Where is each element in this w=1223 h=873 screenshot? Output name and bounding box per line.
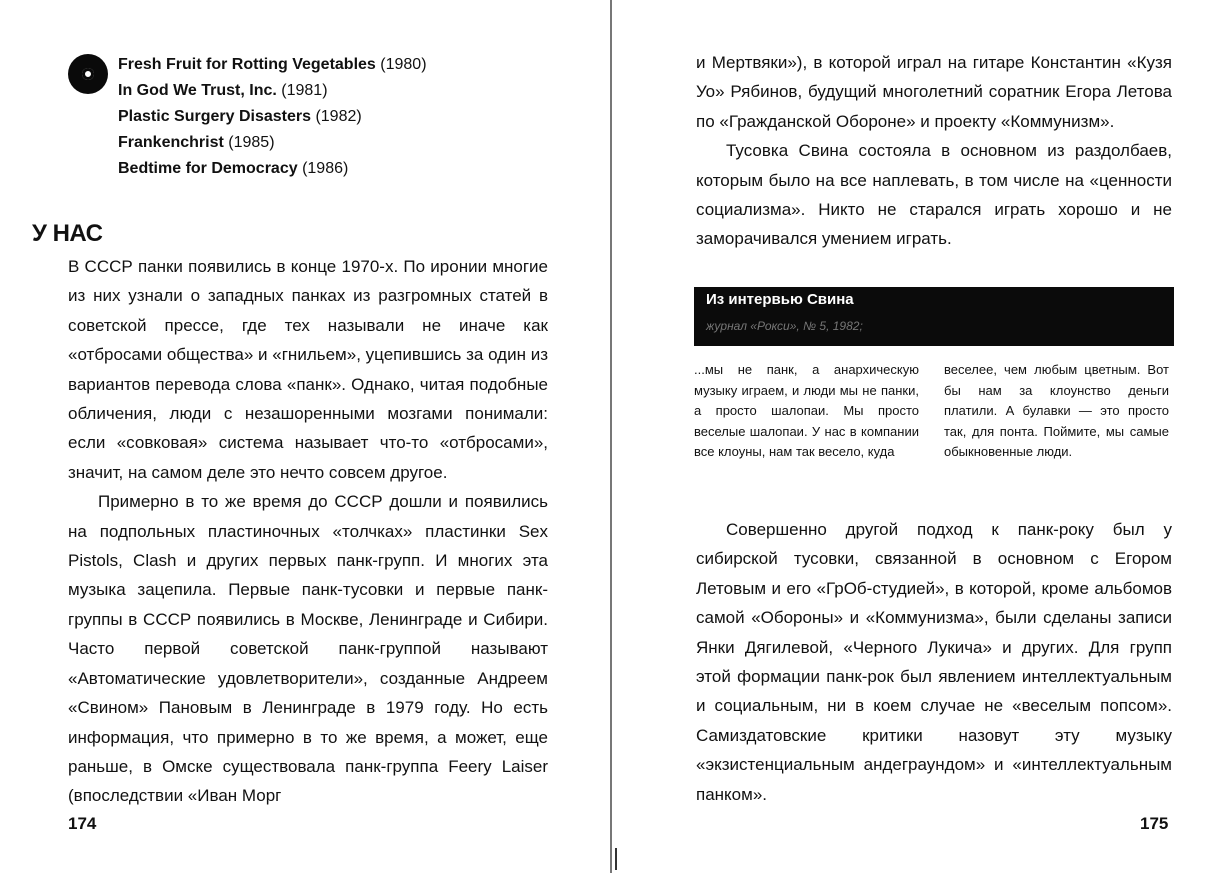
interview-title: Из интервью Свина bbox=[706, 291, 854, 308]
list-item: Fresh Fruit for Rotting Vegetables (1980) bbox=[118, 56, 427, 73]
interview-banner bbox=[694, 287, 1174, 346]
body-text bbox=[68, 252, 548, 811]
interview-quote-left: ...мы не панк, а анархическую музыку играем, и люди мы не панки, а просто шалопаи. Мы просто веселые шалопаи. У нас в компании все клоуны, нам так весело, куда bbox=[694, 362, 919, 459]
section-heading: У НАС bbox=[32, 220, 103, 247]
paragraph: В СССР панки появились в конце 1970-х. По иронии многие из них узнали о западных панках из разгромных статей в советской прессе, где тех называли не иначе как «отбросами общества» и «гнильем», уцепившись за один из вариантов перевода слова «панк». Однако, читая подобные обличения, люди с незашоренными мозгами понимали: если «совковая» система называет что-то «отбросами», значит, на самом деле это нечто совсем другое. bbox=[68, 257, 548, 482]
list-item: In God We Trust, Inc. (1981) bbox=[118, 82, 328, 99]
paragraph: и Мертвяки»), в которой играл на гитаре Константин «Кузя Уо» Рябинов, будущий многолетний соратник Егора Летова по «Гражданской Обороне» и проекту «Коммунизм». bbox=[696, 53, 1172, 131]
paragraph: Совершенно другой подход к панк-року был у сибирской тусовки, связанной в основном с Егором Летовым и его «ГрОб-студией», в которой, кроме альбомов самой «Обороны» и «Коммунизма», были сделаны записи Янки Дягилевой, «Черного Лукича» и других. Для групп этой формации панк-рок был явлением интеллектуальным и социальным, ни в коем случае не «веселым попсом». Самиздатовские критики назовут эту музыку «экзистенциальным андеграундом» и «интеллектуальным панком». bbox=[696, 520, 1172, 804]
paragraph: Тусовка Свина состояла в основном из раздолбаев, которым было на все наплевать, в том числе на «ценности социализма». Никто не старался играть хорошо и не заморачивался умением играть. bbox=[696, 141, 1172, 249]
discography-list bbox=[118, 52, 427, 182]
paragraph: Примерно в то же время до СССР дошли и появились на подпольных пластиночных «толчках» пластинки Sex Pistols, Clash и других первых панк-групп. И многих эта музыка зацепила. Первые панк-тусовки и первые панк-группы в СССР появились в Москве, Ленинграде и Сибири. Часто первой советской панк-группой называют «Автоматические удовлетворители», созданные Андреем «Свином» Пановым в Ленинграде в 1979 году. Но есть информация, что примерно в то же время, а может, еще раньше, в Омске существовала панк-группа Feery Laiser (впоследствии «Иван Морг bbox=[68, 492, 548, 806]
list-item: Frankenchrist (1985) bbox=[118, 134, 275, 151]
list-item: Plastic Surgery Disasters (1982) bbox=[118, 108, 362, 125]
vinyl-disc-icon bbox=[68, 54, 108, 94]
interview-quote-right: веселее, чем любым цветным. Вот бы нам за клоунство деньги платили. А булавки — это просто так, для понта. Поймите, мы самые обыкновенные люди. bbox=[944, 362, 1169, 459]
page-number: 174 bbox=[68, 814, 97, 833]
left-page bbox=[0, 0, 611, 873]
body-text bbox=[696, 48, 1172, 254]
list-item: Bedtime for Democracy (1986) bbox=[118, 160, 349, 177]
page-number: 175 bbox=[1140, 814, 1169, 833]
right-page bbox=[612, 0, 1223, 873]
interview-source: журнал «Рокси», № 5, 1982; bbox=[706, 319, 863, 333]
body-text bbox=[696, 515, 1172, 809]
